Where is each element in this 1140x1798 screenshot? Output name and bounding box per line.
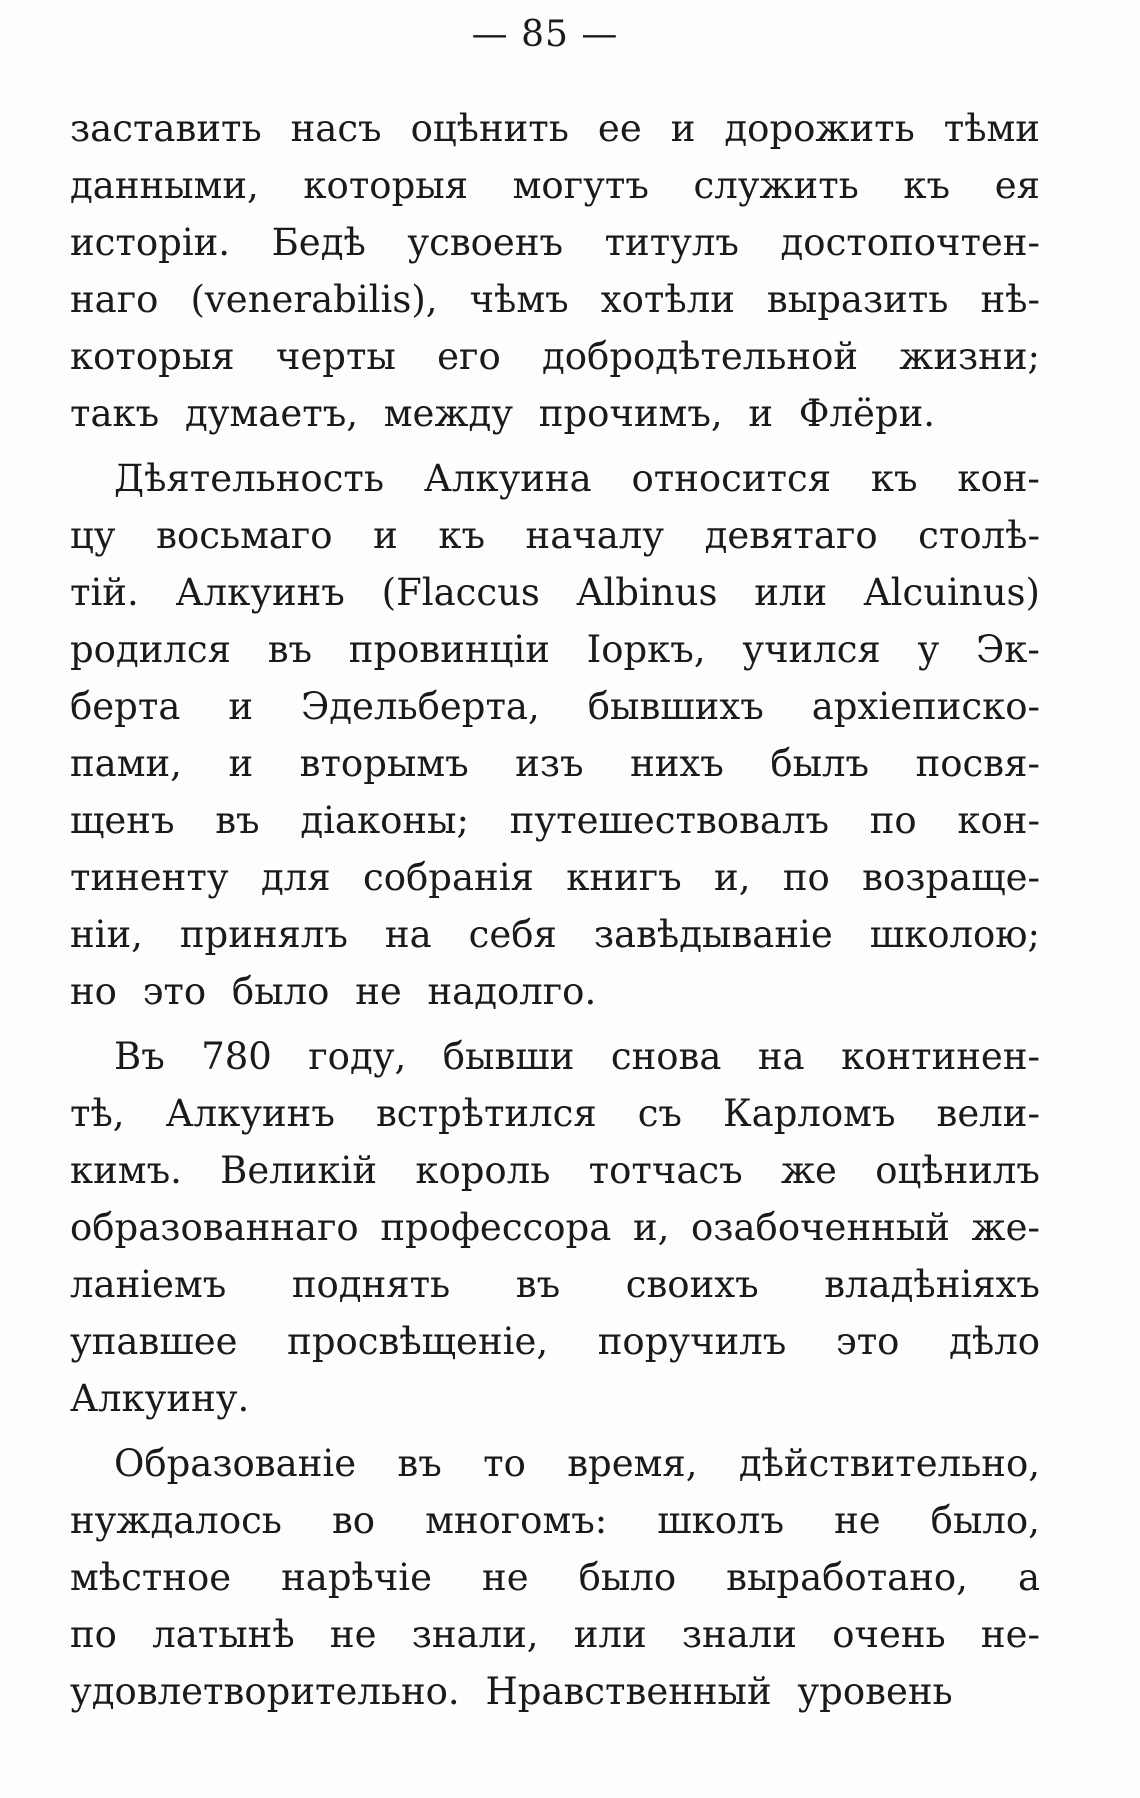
- paragraph: [70, 100, 1040, 442]
- text-line: ніи, принялъ на себя завѣдываніе школою;: [70, 913, 1040, 956]
- body-text: [70, 100, 1040, 1728]
- text-line: нуждалось во многомъ: школъ не было,: [70, 1499, 1040, 1542]
- text-line: наго (venerabilis), чѣмъ хотѣли выразить нѣ-: [70, 278, 1040, 321]
- paragraph: [70, 1435, 1040, 1720]
- text-line: тиненту для собранія книгъ и, по возраще-: [70, 856, 1040, 899]
- text-line: тій. Алкуинъ (Flaccus Albinus или Alcuinus): [70, 571, 1040, 614]
- paragraph: [70, 450, 1040, 1020]
- text-line: которыя черты его добродѣтельной жизни;: [70, 335, 1040, 378]
- text-line: данными, которыя могутъ служить къ ея: [70, 164, 1040, 207]
- text-line: заставить насъ оцѣнить ее и дорожить тѣми: [70, 107, 1040, 150]
- text-line: Дѣятельность Алкуина относится къ кон-: [114, 457, 1040, 500]
- text-line: родился въ провинціи Іоркъ, учился у Эк-: [70, 628, 1040, 671]
- text-line: удовлетворительно. Нравственный уровень: [70, 1670, 953, 1713]
- text-line: исторіи. Бедѣ усвоенъ титулъ достопочтен-: [70, 221, 1040, 264]
- text-line: но это было не надолго.: [70, 970, 597, 1013]
- text-line: по латынѣ не знали, или знали очень не-: [70, 1613, 1040, 1656]
- text-line: кимъ. Великій король тотчасъ же оцѣнилъ: [70, 1149, 1040, 1192]
- text-line: мѣстное нарѣчіе не было выработано, а: [70, 1556, 1040, 1599]
- paragraph: [70, 1028, 1040, 1427]
- text-line: тѣ, Алкуинъ встрѣтился съ Карломъ вели-: [70, 1092, 1040, 1135]
- text-line: пами, и вторымъ изъ нихъ былъ посвя-: [70, 742, 1040, 785]
- text-line: Въ 780 году, бывши снова на континен-: [114, 1035, 1040, 1078]
- text-line: образованнаго профессора и, озабоченный же-: [70, 1206, 1040, 1249]
- text-line: упавшее просвѣщеніе, поручилъ это дѣло: [70, 1320, 1040, 1363]
- text-line: такъ думаетъ, между прочимъ, и Флёри.: [70, 392, 936, 435]
- text-line: Алкуину.: [70, 1377, 250, 1420]
- text-line: щенъ въ діаконы; путешествовалъ по кон-: [70, 799, 1040, 842]
- text-line: Образованіе въ то время, дѣйствительно,: [114, 1442, 1040, 1485]
- text-line: цу восьмаго и къ началу девятаго столѣ-: [70, 514, 1040, 557]
- text-line: ланіемъ поднять въ своихъ владѣніяхъ: [70, 1263, 1040, 1306]
- text-line: берта и Эдельберта, бывшихъ архіеписко-: [70, 685, 1040, 728]
- page-number: — 85 —: [471, 14, 619, 55]
